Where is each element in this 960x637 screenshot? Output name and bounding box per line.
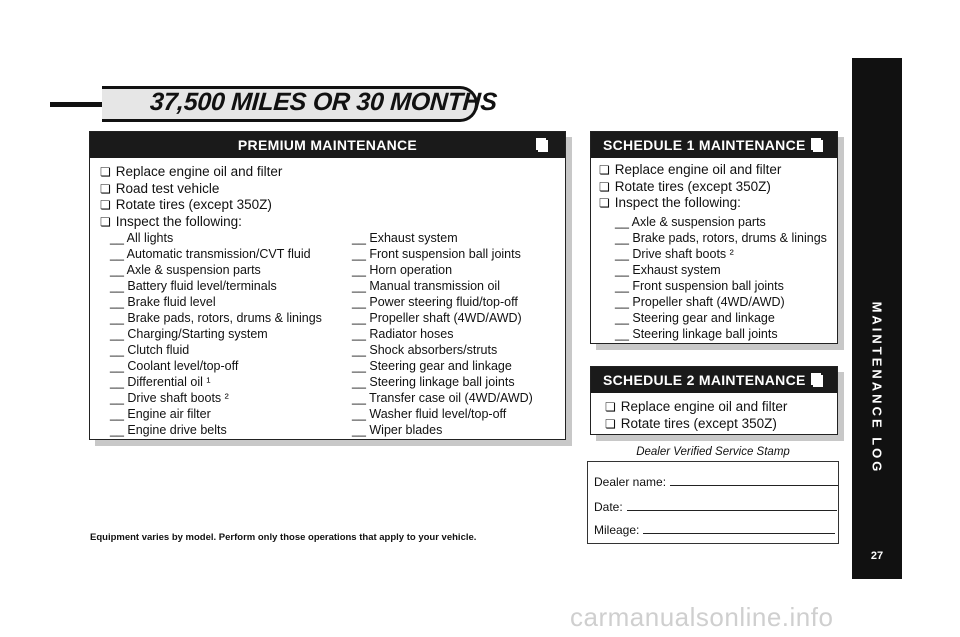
checkbox-icon: ❏ bbox=[599, 163, 610, 177]
inspection-item: __ Differential oil ¹ bbox=[110, 375, 211, 389]
schedule-1-checklist bbox=[599, 162, 781, 212]
checklist-item[interactable]: ❏ Inspect the following: bbox=[599, 195, 741, 210]
checklist-item[interactable]: ❏ Replace engine oil and filter bbox=[100, 164, 283, 179]
inspection-item: __ Axle & suspension parts bbox=[615, 215, 766, 229]
checklist-item[interactable]: ❏ Road test vehicle bbox=[100, 180, 220, 196]
checkbox-icon bbox=[811, 373, 823, 387]
inspection-item: __ Front suspension ball joints bbox=[615, 279, 784, 293]
inspection-item: __ Drive shaft boots ² bbox=[615, 247, 734, 261]
inspection-item: __ Charging/Starting system bbox=[110, 327, 268, 341]
inspection-item: __ Brake pads, rotors, drums & linings bbox=[615, 231, 827, 245]
side-tab-label: MAINTENANCE LOG bbox=[869, 301, 885, 475]
premium-header-text: PREMIUM MAINTENANCE bbox=[237, 137, 418, 153]
checklist-item[interactable]: ❏ Replace engine oil and filter bbox=[605, 399, 788, 414]
inspection-item: __ Manual transmission oil bbox=[352, 279, 500, 293]
schedule-1-header-text: SCHEDULE 1 MAINTENANCE bbox=[603, 137, 806, 153]
schedule-1-box bbox=[590, 131, 838, 344]
inspection-item: __ Steering gear and linkage bbox=[615, 311, 775, 325]
schedule-2-box bbox=[590, 366, 838, 435]
premium-header bbox=[90, 132, 565, 158]
mileage-line[interactable] bbox=[643, 522, 835, 534]
stamp-title: Dealer Verified Service Stamp bbox=[636, 446, 790, 458]
inspection-item: __ Drive shaft boots ² bbox=[110, 391, 229, 405]
page-number: 27 bbox=[870, 550, 884, 562]
inspection-item: __ Propeller shaft (4WD/AWD) bbox=[352, 311, 522, 325]
inspection-item: __ Automatic transmission/CVT fluid bbox=[110, 247, 311, 261]
inspection-item: __ Coolant level/top-off bbox=[110, 359, 239, 373]
inspection-item: __ Brake pads, rotors, drums & linings bbox=[110, 311, 322, 325]
inspection-item: __ Washer fluid level/top-off bbox=[352, 407, 507, 421]
checkbox-icon: ❏ bbox=[599, 196, 610, 210]
checkbox-icon bbox=[811, 138, 823, 152]
inspection-item: __ Radiator hoses bbox=[352, 327, 454, 341]
checklist-item[interactable]: ❏ Inspect the following: bbox=[100, 213, 242, 229]
inspection-item: __ Engine air filter bbox=[110, 407, 211, 421]
inspection-column-2 bbox=[352, 230, 533, 438]
section-side-tab bbox=[852, 58, 902, 579]
schedule-1-inspection-list bbox=[615, 214, 827, 342]
schedule-1-header bbox=[591, 132, 837, 158]
mileage-field[interactable]: Mileage: bbox=[594, 522, 835, 537]
inspection-item: __ Power steering fluid/top-off bbox=[352, 295, 518, 309]
checkbox-icon: ❏ bbox=[605, 416, 616, 431]
inspection-item: __ Engine drive belts bbox=[110, 423, 227, 437]
inspection-column-1 bbox=[110, 230, 322, 438]
checkbox-icon: ❏ bbox=[599, 179, 610, 194]
dealer-name-line[interactable] bbox=[670, 474, 838, 486]
dealer-stamp-box bbox=[587, 461, 839, 544]
inspection-item: __ Exhaust system bbox=[352, 231, 458, 245]
checkbox-icon: ❏ bbox=[100, 198, 111, 212]
checklist-item[interactable]: ❏ Replace engine oil and filter bbox=[599, 162, 782, 177]
banner-rule bbox=[50, 102, 110, 107]
inspection-item: __ Battery fluid level/terminals bbox=[110, 279, 277, 293]
checkbox-icon: ❏ bbox=[100, 214, 111, 229]
checkbox-icon bbox=[536, 138, 548, 152]
inspection-item: __ Exhaust system bbox=[615, 263, 721, 277]
date-field[interactable]: Date: bbox=[594, 499, 837, 514]
checklist-item[interactable]: ❏ Rotate tires (except 350Z) bbox=[605, 415, 777, 431]
inspection-item: __ Clutch fluid bbox=[110, 343, 190, 357]
inspection-item: __ Steering linkage ball joints bbox=[352, 375, 515, 389]
checkbox-icon: ❏ bbox=[605, 400, 616, 414]
checklist-item[interactable]: ❏ Rotate tires (except 350Z) bbox=[100, 197, 272, 212]
checkbox-icon: ❏ bbox=[100, 165, 111, 179]
dealer-name-field[interactable]: Dealer name: bbox=[594, 474, 838, 489]
inspection-item: __ Transfer case oil (4WD/AWD) bbox=[352, 391, 533, 405]
inspection-item: __ Shock absorbers/struts bbox=[352, 343, 498, 357]
inspection-item: __ Steering gear and linkage bbox=[352, 359, 512, 373]
inspection-item: __ Propeller shaft (4WD/AWD) bbox=[615, 295, 785, 309]
title-banner bbox=[50, 86, 498, 124]
schedule-2-header bbox=[591, 367, 837, 393]
premium-checklist bbox=[100, 164, 282, 230]
checklist-item[interactable]: ❏ Rotate tires (except 350Z) bbox=[599, 178, 771, 194]
page-title: 37,500 MILES OR 30 MONTHS bbox=[149, 88, 498, 116]
premium-maintenance-box bbox=[89, 131, 566, 440]
inspection-item: __ Steering linkage ball joints bbox=[615, 327, 778, 341]
inspection-item: __ All lights bbox=[110, 231, 174, 245]
inspection-item: __ Axle & suspension parts bbox=[110, 263, 261, 277]
inspection-item: __ Front suspension ball joints bbox=[352, 247, 521, 261]
schedule-2-checklist bbox=[605, 399, 787, 432]
schedule-2-header-text: SCHEDULE 2 MAINTENANCE bbox=[603, 372, 806, 388]
inspection-item: __ Brake fluid level bbox=[110, 295, 216, 309]
equipment-footnote: Equipment varies by model. Perform only those operations that apply to your vehicle. bbox=[90, 532, 477, 543]
inspection-item: __ Horn operation bbox=[352, 263, 453, 277]
inspection-item: __ Wiper blades bbox=[352, 423, 443, 437]
watermark: carmanualsonline.info bbox=[570, 602, 834, 632]
checkbox-icon: ❏ bbox=[100, 181, 111, 196]
date-line[interactable] bbox=[627, 499, 837, 511]
